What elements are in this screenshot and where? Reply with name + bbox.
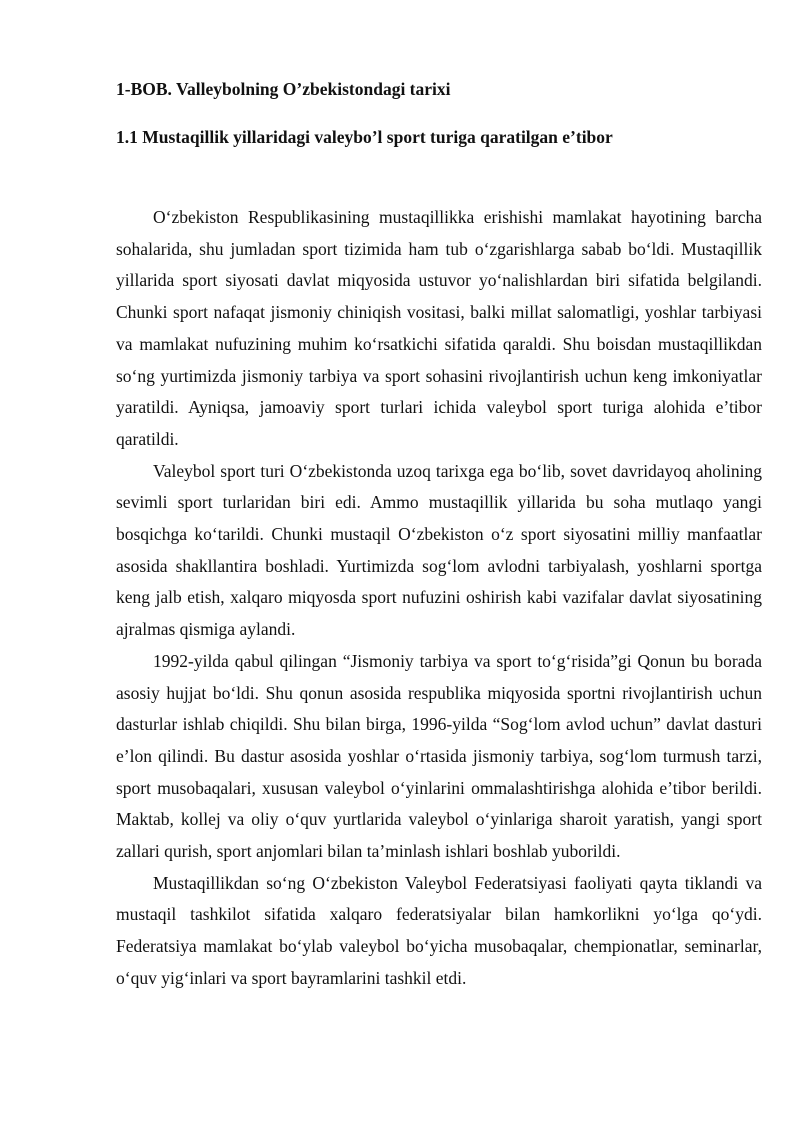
paragraph-3: 1992-yilda qabul qilingan “Jismoniy tarbiya va sport to‘g‘risida”gi Qonun bu borada asosiy hujjat bo‘ldi. Shu qonun asosida respublika miqyosida sportni rivojlantirish uchun dasturlar ishlab chiqildi. Shu bilan birga, 1996-yilda “Sog‘lom avlod uchun” davlat dasturi e’lon qilindi. Bu dastur asosida yoshlar o‘rtasida jismoniy tarbiya, sog‘lom turmush tarzi, sport musobaqalari, xususan valeybol o‘yinlarini ommalashtirishga alohida e’tibor berildi. Maktab, kollej va oliy o‘quv yurtlarida valeybol o‘yinlariga sharoit yaratish, yangi sport zallari qurish, sport anjomlari bilan ta’minlash ishlari boshlab yuborildi. — [116, 650, 762, 862]
section-heading: 1.1 Mustaqillik yillaridagi valeybo’l sport turiga qaratilgan e’tibor — [116, 127, 613, 147]
body-text — [116, 202, 762, 995]
paragraph-4: Mustaqillikdan so‘ng O‘zbekiston Valeybol Federatsiyasi faoliyati qayta tiklandi va mustaqil tashkilot sifatida xalqaro federatsiyalar bilan hamkorlikni yo‘lga qo‘ydi. Federatsiya mamlakat bo‘ylab valeybol bo‘yicha musobaqalar, chempionatlar, seminarlar, o‘quv yig‘inlari va sport bayramlarini tashkil etdi. — [116, 872, 762, 988]
chapter-heading: 1-BOB. Valleybolning O’zbekistondagi tarixi — [116, 79, 451, 99]
paragraph-2: Valeybol sport turi O‘zbekistonda uzoq tarixga ega bo‘lib, sovet davridayoq aholining sevimli sport turlaridan biri edi. Ammo mustaqillik yillarida bu soha mutlaqo yangi bosqichga ko‘tarildi. Chunki mustaqil O‘zbekiston o‘z sport siyosatini milliy manfaatlar asosida shakllantira boshladi. Yurtimizda sog‘lom avlodni tarbiyalash, yoshlarni sportga keng jalb etish, xalqaro miqyosda sport nufuzini oshirish kabi vazifalar davlat siyosatining ajralmas qismiga aylandi. — [116, 460, 762, 640]
paragraph-1: O‘zbekiston Respublikasining mustaqillikka erishishi mamlakat hayotining barcha sohalarida, shu jumladan sport tizimida ham tub o‘zgarishlarga sabab bo‘ldi. Mustaqillik yillarida sport siyosati davlat miqyosida ustuvor yo‘nalishlardan biri sifatida belgilandi. Chunki sport nafaqat jismoniy chiniqish vositasi, balki millat salomatligi, yoshlar tarbiyasi va mamlakat nufuzining muhim ko‘rsatkichi sifatida qaraldi. Shu boisdan mustaqillikdan so‘ng yurtimizda jismoniy tarbiya va sport sohasini rivojlantirish uchun keng imkoniyatlar yaratildi. Ayniqsa, jamoaviy sport turlari ichida valeybol sport turiga alohida e’tibor qaratildi. — [116, 207, 762, 449]
